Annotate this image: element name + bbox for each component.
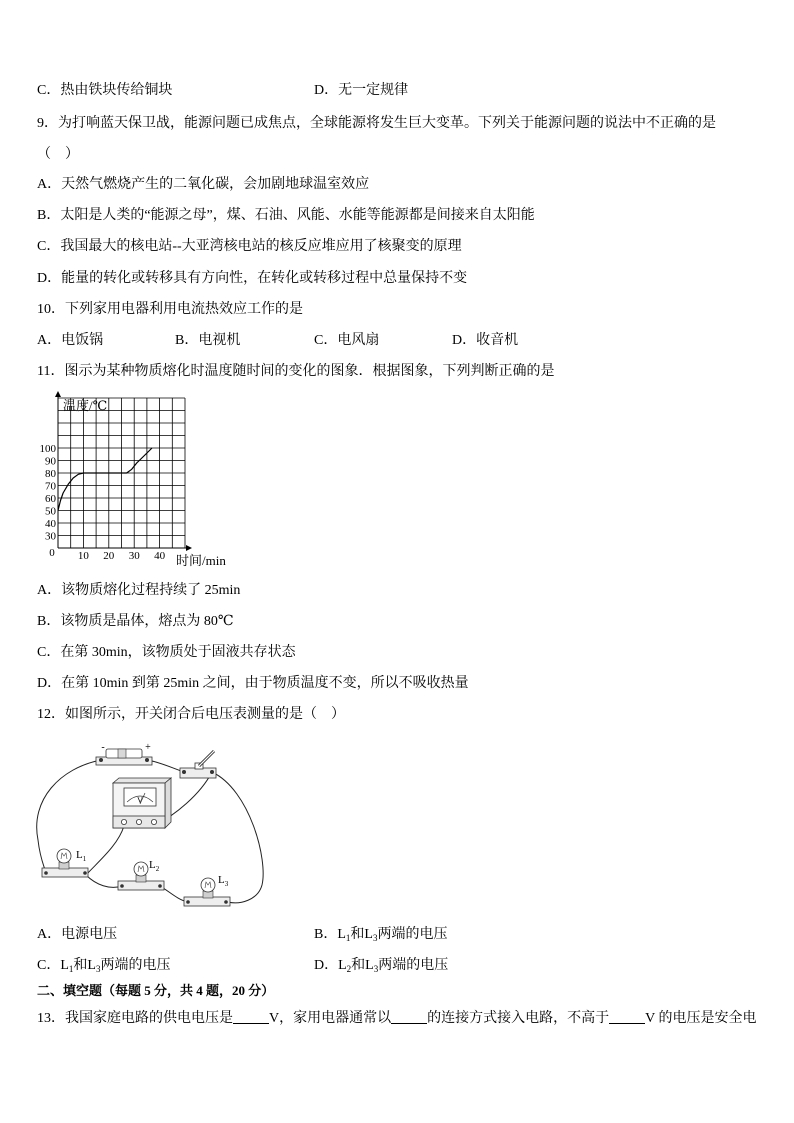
q12-option-b: B．$L_1$和$L_3$两端的电压 [314,927,448,943]
x-tick-label: 40 [154,550,166,562]
circuit-diagram [35,738,275,916]
q8-option-c: C．热由铁块传给铜块 [37,83,173,98]
x-tick-label: 30 [128,550,140,562]
lamp-l3 [184,874,230,906]
y-axis-label: 温度/℃ [63,398,108,413]
y-tick-label: 90 [45,455,56,468]
q12-option-d: D．$L_2$和$L_3$两端的电压 [314,958,449,974]
q10-stem: 10．下列家用电器利用电流热效应工作的是 [37,302,303,317]
q11-option-d: D．在第 10min 到第 25min 之间，由于物质温度不变，所以不吸收热量 [37,676,469,691]
voltmeter-terminal-icon [136,819,141,824]
y-tick-label: 70 [45,480,56,493]
chart-axes [58,394,189,548]
answer-blank [233,1010,269,1024]
q10-option-b: B．电视机 [175,333,241,348]
q9-stem: 9．为打响蓝天保卫战，能源问题已成焦点，全球能源将发生巨大变革。下列关于能源问题的说法中不正确的是 [37,116,716,131]
y-tick-label: 100 [39,443,56,455]
origin-label: 0 [49,547,55,559]
answer-blank [609,1010,645,1024]
q12-option-a: A．电源电压 [37,927,118,942]
melting-curve-chart [30,390,235,570]
lamp-l1-label: $L_1$ [76,849,87,863]
q10-option-c: C．电风扇 [314,333,380,348]
y-tick-label: 50 [45,505,56,518]
wire-voltmeter-to-l1 [86,826,124,875]
q11-option-c: C．在第 30min，该物质处于固液共存状态 [37,645,296,660]
lamp-l3-label: $L_3$ [218,874,229,888]
q11-option-a: A．该物质熔化过程持续了 25min [37,583,241,598]
wire-battery-to-switch [147,760,184,772]
x-tick-label: 20 [103,550,115,562]
wire-l1-to-l2 [86,875,122,887]
q12-option-c: C．$L_1$和$L_3$两端的电压 [37,958,171,974]
q12-stem: 12．如图所示，开关闭合后电压表测量的是（ ） [37,707,345,722]
section-title-fill-in: 二、填空题（每题 5 分，共 4 题，20 分） [37,983,275,998]
answer-blank [391,1010,427,1024]
lamp-l2 [118,859,164,890]
voltmeter [113,778,171,828]
x-axis-label: 时间/min [176,553,226,568]
y-tick-label: 40 [45,518,56,530]
lamp-l2-label: $L_2$ [149,859,160,873]
y-tick-label: 80 [45,468,56,480]
q9-option-a: A．天然气燃烧产生的二氧化碳，会加剧地球温室效应 [37,177,370,192]
q11-option-b: B．该物质是晶体，熔点为 80℃ [37,614,234,629]
x-tick-label: 10 [77,550,89,562]
battery-minus-label: - [101,742,105,753]
temperature-curve [58,448,152,511]
voltmeter-symbol: V [137,796,143,805]
battery [96,742,152,765]
battery-plus-label: + [145,742,151,753]
q10-option-a: A．电饭锅 [37,333,104,348]
q8-option-d: D．无一定规律 [314,83,409,98]
q9-option-c: C．我国最大的核电站--大亚湾核电站的核反应堆应用了核聚变的原理 [37,239,462,254]
chart-labels [40,398,227,568]
y-tick-label: 30 [45,530,56,543]
q11-stem: 11．图示为某种物质熔化时温度随时间的变化的图象．根据图象，下列判断正确的是 [37,364,555,379]
q9-answer-paren: （ ） [37,147,79,162]
q9-option-b: B．太阳是人类的“能源之母”，煤、石油、风能、水能等能源都是间接来自太阳能 [37,208,535,223]
chart-series [58,448,152,511]
voltmeter-terminal-icon [121,819,126,824]
q10-option-d: D．收音机 [452,333,519,348]
q9-option-d: D．能量的转化或转移具有方向性，在转化或转移过程中总量保持不变 [37,271,468,286]
voltmeter-terminal-icon [151,819,156,824]
q13-stem: 13．我国家庭电路的供电电压是 V，家用电器通常以 的连接方式接入电路，不高于 V 的电压是安全电 [37,1011,757,1026]
switch [180,751,216,778]
lamp-l1 [42,849,88,877]
y-tick-label: 60 [45,493,56,505]
